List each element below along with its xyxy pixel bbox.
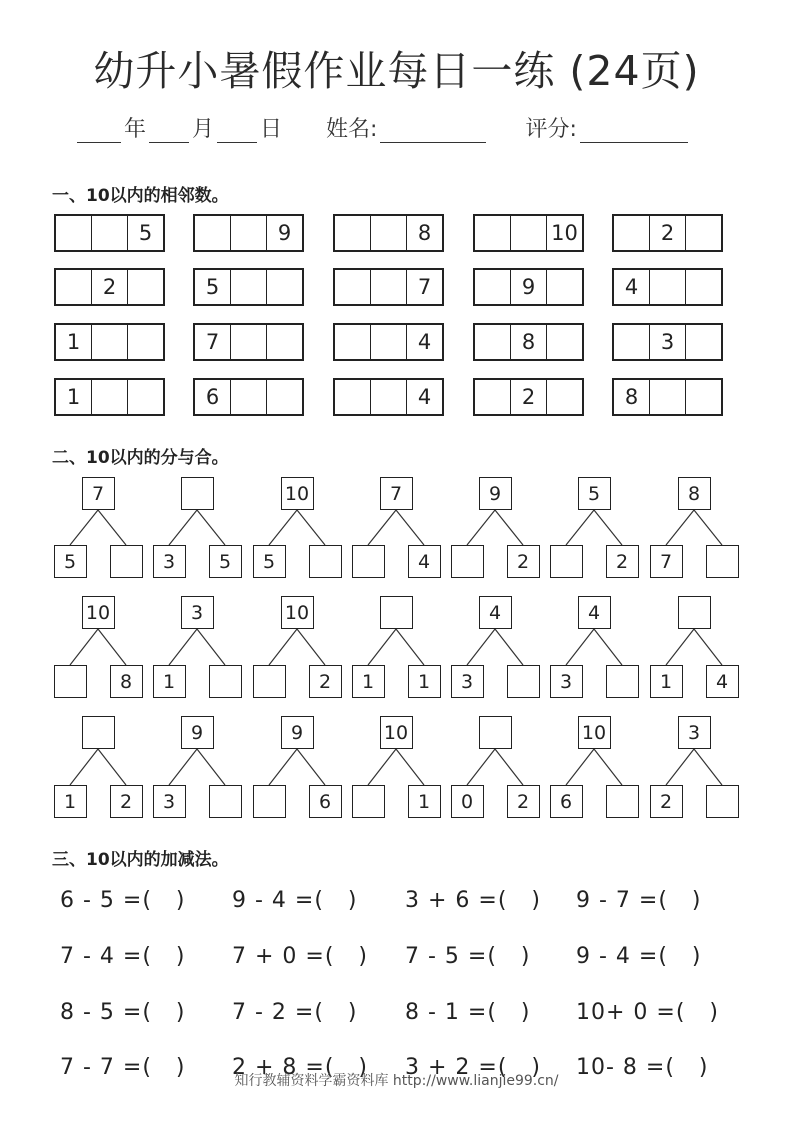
left-answer-box[interactable] — [54, 665, 87, 698]
neighbor-box — [612, 323, 723, 361]
neighbor-box — [54, 323, 165, 361]
top-number-box: 4 — [479, 596, 512, 629]
answer-cell[interactable] — [370, 270, 406, 304]
answer-cell[interactable] — [546, 270, 582, 304]
left-number-box: 3 — [153, 545, 186, 578]
right-answer-box[interactable] — [606, 785, 639, 818]
right-answer-box[interactable] — [209, 665, 242, 698]
branch-line — [467, 629, 495, 665]
neighbor-box — [193, 214, 304, 252]
header-info-line — [74, 112, 691, 143]
section-title-arithmetic: 三、10以内的加减法。 — [52, 850, 229, 870]
page-title: 幼升小暑假作业每日一练 (24页) — [93, 47, 700, 95]
answer-cell[interactable] — [510, 216, 546, 250]
right-number-box: 2 — [606, 545, 639, 578]
left-answer-box[interactable] — [352, 785, 385, 818]
answer-cell[interactable] — [266, 325, 302, 359]
equation[interactable]: 10+ 0 =( ) — [576, 1000, 719, 1025]
answer-cell[interactable] — [370, 380, 406, 414]
answer-cell[interactable] — [127, 325, 163, 359]
right-answer-box[interactable] — [110, 545, 143, 578]
branch-line — [297, 629, 325, 665]
given-number-cell: 1 — [66, 385, 81, 409]
neighbor-box — [193, 323, 304, 361]
day-label: 日 — [260, 117, 283, 142]
equation[interactable]: 7 - 4 =( ) — [60, 944, 186, 969]
neighbor-box — [473, 214, 584, 252]
right-number-box: 5 — [209, 545, 242, 578]
left-number-box: 2 — [650, 785, 683, 818]
branch-line — [297, 749, 325, 785]
branch-line — [70, 510, 98, 545]
neighbor-box — [612, 268, 723, 306]
right-number-box: 2 — [110, 785, 143, 818]
left-number-box: 1 — [54, 785, 87, 818]
equation[interactable]: 7 + 0 =( ) — [232, 944, 368, 969]
answer-cell[interactable] — [475, 325, 510, 359]
top-number-box: 10 — [281, 596, 314, 629]
top-number-box: 5 — [578, 477, 611, 510]
branch-line — [197, 629, 225, 665]
left-number-box: 3 — [550, 665, 583, 698]
given-number-cell: 7 — [406, 270, 442, 304]
answer-cell[interactable] — [370, 216, 406, 250]
answer-cell[interactable] — [335, 325, 370, 359]
given-number-cell: 2 — [91, 270, 127, 304]
score-blank[interactable] — [580, 122, 688, 143]
answer-cell[interactable] — [127, 270, 163, 304]
left-answer-box[interactable] — [253, 785, 286, 818]
answer-cell[interactable] — [230, 325, 266, 359]
top-answer-box[interactable] — [479, 716, 512, 749]
answer-cell[interactable] — [335, 380, 370, 414]
top-answer-box[interactable] — [678, 596, 711, 629]
left-number-box: 0 — [451, 785, 484, 818]
branch-line — [467, 749, 495, 785]
right-number-box: 2 — [507, 545, 540, 578]
answer-cell[interactable] — [91, 325, 127, 359]
branch-line — [269, 510, 297, 545]
left-number-box: 3 — [451, 665, 484, 698]
section-title-decompose: 二、10以内的分与合。 — [52, 448, 229, 468]
neighbor-box — [612, 214, 723, 252]
given-number-cell: 4 — [406, 325, 442, 359]
neighbor-box — [193, 268, 304, 306]
top-number-box: 10 — [82, 596, 115, 629]
watermark: 知行教辅资料学霸资料库 http://www.lianjie99.cn/ — [234, 1073, 559, 1089]
equation[interactable]: 8 - 1 =( ) — [405, 1000, 531, 1025]
neighbor-box — [333, 214, 444, 252]
right-number-box: 2 — [309, 665, 342, 698]
answer-cell[interactable] — [649, 270, 685, 304]
answer-cell[interactable] — [335, 270, 370, 304]
answer-cell[interactable] — [685, 380, 721, 414]
branch-line — [169, 510, 197, 545]
month-blank[interactable] — [149, 122, 189, 143]
year-label: 年 — [124, 117, 147, 142]
equation[interactable]: 6 - 5 =( ) — [60, 888, 186, 913]
answer-cell[interactable] — [335, 216, 370, 250]
branch-line — [396, 749, 424, 785]
branch-line — [694, 749, 722, 785]
answer-cell[interactable] — [546, 325, 582, 359]
top-number-box: 9 — [479, 477, 512, 510]
top-number-box: 9 — [281, 716, 314, 749]
neighbor-box — [54, 378, 165, 416]
right-number-box: 4 — [706, 665, 739, 698]
answer-cell[interactable] — [614, 325, 649, 359]
right-answer-box[interactable] — [507, 665, 540, 698]
branch-line — [368, 749, 396, 785]
branch-line — [169, 629, 197, 665]
answer-cell[interactable] — [685, 270, 721, 304]
month-label: 月 — [192, 117, 215, 142]
neighbor-box — [333, 268, 444, 306]
branch-line — [269, 629, 297, 665]
section-title-neighbors: 一、10以内的相邻数。 — [52, 186, 229, 206]
left-number-box: 5 — [54, 545, 87, 578]
branch-line — [495, 749, 523, 785]
neighbor-box — [54, 214, 165, 252]
branch-line — [566, 510, 594, 545]
top-answer-box[interactable] — [82, 716, 115, 749]
top-number-box: 3 — [678, 716, 711, 749]
answer-cell[interactable] — [475, 380, 510, 414]
given-number-cell: 5 — [205, 275, 220, 299]
neighbor-box — [612, 378, 723, 416]
equation[interactable]: 7 - 2 =( ) — [232, 1000, 358, 1025]
equation[interactable]: 7 - 7 =( ) — [60, 1055, 186, 1080]
answer-cell[interactable] — [127, 380, 163, 414]
left-answer-box[interactable] — [253, 665, 286, 698]
branch-line — [566, 749, 594, 785]
equation[interactable]: 7 - 5 =( ) — [405, 944, 531, 969]
branch-line — [495, 510, 523, 545]
given-number-cell: 2 — [649, 216, 685, 250]
answer-cell[interactable] — [195, 216, 230, 250]
right-answer-box[interactable] — [706, 545, 739, 578]
top-number-box: 10 — [281, 477, 314, 510]
right-number-box: 6 — [309, 785, 342, 818]
right-number-box: 1 — [408, 665, 441, 698]
answer-cell[interactable] — [614, 216, 649, 250]
answer-cell[interactable] — [266, 270, 302, 304]
top-number-box: 3 — [181, 596, 214, 629]
branch-line — [169, 749, 197, 785]
left-number-box: 1 — [352, 665, 385, 698]
equation[interactable]: 9 - 7 =( ) — [576, 888, 702, 913]
left-number-box: 1 — [153, 665, 186, 698]
neighbor-box — [333, 323, 444, 361]
given-number-cell: 3 — [649, 325, 685, 359]
top-number-box: 10 — [380, 716, 413, 749]
top-answer-box[interactable] — [181, 477, 214, 510]
right-answer-box[interactable] — [606, 665, 639, 698]
neighbor-box — [54, 268, 165, 306]
answer-cell[interactable] — [91, 380, 127, 414]
given-number-cell: 5 — [127, 216, 163, 250]
branch-line — [467, 510, 495, 545]
neighbor-box — [473, 378, 584, 416]
answer-cell[interactable] — [91, 216, 127, 250]
neighbor-box — [333, 378, 444, 416]
equation[interactable]: 9 - 4 =( ) — [232, 888, 358, 913]
top-number-box: 7 — [380, 477, 413, 510]
branch-line — [396, 629, 424, 665]
given-number-cell: 1 — [66, 330, 81, 354]
answer-cell[interactable] — [56, 216, 91, 250]
branch-line — [594, 749, 622, 785]
branch-line — [197, 510, 225, 545]
answer-cell[interactable] — [475, 270, 510, 304]
given-number-cell: 4 — [406, 380, 442, 414]
given-number-cell: 9 — [266, 216, 302, 250]
left-number-box: 6 — [550, 785, 583, 818]
given-number-cell: 8 — [406, 216, 442, 250]
answer-cell[interactable] — [685, 325, 721, 359]
branch-line — [666, 629, 694, 665]
given-number-cell: 4 — [624, 275, 639, 299]
top-number-box: 9 — [181, 716, 214, 749]
equation[interactable]: 3 + 2 =( ) — [405, 1055, 541, 1080]
right-answer-box[interactable] — [309, 545, 342, 578]
branch-line — [70, 629, 98, 665]
branch-line — [666, 510, 694, 545]
branch-line — [495, 629, 523, 665]
name-blank[interactable] — [380, 122, 486, 143]
branch-line — [70, 749, 98, 785]
branch-line — [368, 629, 396, 665]
equation[interactable]: 3 + 6 =( ) — [405, 888, 541, 913]
left-number-box: 7 — [650, 545, 683, 578]
answer-cell[interactable] — [230, 216, 266, 250]
left-answer-box[interactable] — [550, 545, 583, 578]
given-number-cell: 9 — [510, 270, 546, 304]
given-number-cell: 2 — [510, 380, 546, 414]
answer-cell[interactable] — [56, 270, 91, 304]
top-number-box: 8 — [678, 477, 711, 510]
branch-line — [98, 510, 126, 545]
neighbor-box — [193, 378, 304, 416]
day-blank[interactable] — [217, 122, 257, 143]
top-answer-box[interactable] — [380, 596, 413, 629]
given-number-cell: 7 — [205, 330, 220, 354]
answer-cell[interactable] — [370, 325, 406, 359]
branch-line — [297, 510, 325, 545]
year-blank[interactable] — [77, 122, 121, 143]
right-number-box: 2 — [507, 785, 540, 818]
given-number-cell: 8 — [510, 325, 546, 359]
answer-cell[interactable] — [546, 380, 582, 414]
top-number-box: 7 — [82, 477, 115, 510]
left-answer-box[interactable] — [352, 545, 385, 578]
branch-line — [694, 629, 722, 665]
branch-line — [368, 510, 396, 545]
equation[interactable]: 10- 8 =( ) — [576, 1055, 709, 1080]
branch-line — [566, 629, 594, 665]
neighbor-box — [473, 323, 584, 361]
branch-line — [594, 510, 622, 545]
given-number-cell: 10 — [546, 216, 582, 250]
branch-line — [269, 749, 297, 785]
top-number-box: 10 — [578, 716, 611, 749]
branch-line — [666, 749, 694, 785]
left-number-box: 1 — [650, 665, 683, 698]
right-number-box: 4 — [408, 545, 441, 578]
equation[interactable]: 8 - 5 =( ) — [60, 1000, 186, 1025]
score-label: 评分: — [525, 117, 577, 142]
answer-cell[interactable] — [230, 380, 266, 414]
given-number-cell: 8 — [624, 385, 639, 409]
answer-cell[interactable] — [230, 270, 266, 304]
answer-cell[interactable] — [266, 380, 302, 414]
left-number-box: 3 — [153, 785, 186, 818]
branch-line — [594, 629, 622, 665]
right-number-box: 1 — [408, 785, 441, 818]
answer-cell[interactable] — [475, 216, 510, 250]
answer-cell[interactable] — [685, 216, 721, 250]
right-answer-box[interactable] — [706, 785, 739, 818]
branch-line — [694, 510, 722, 545]
neighbor-box — [473, 268, 584, 306]
answer-cell[interactable] — [649, 380, 685, 414]
left-answer-box[interactable] — [451, 545, 484, 578]
equation[interactable]: 9 - 4 =( ) — [576, 944, 702, 969]
left-number-box: 5 — [253, 545, 286, 578]
top-number-box: 4 — [578, 596, 611, 629]
equation[interactable]: 2 + 8 =( ) — [232, 1055, 368, 1080]
right-answer-box[interactable] — [209, 785, 242, 818]
branch-line — [98, 629, 126, 665]
branch-line — [98, 749, 126, 785]
given-number-cell: 6 — [205, 385, 220, 409]
branch-line — [197, 749, 225, 785]
right-number-box: 8 — [110, 665, 143, 698]
branch-line — [396, 510, 424, 545]
name-label: 姓名: — [326, 117, 378, 142]
